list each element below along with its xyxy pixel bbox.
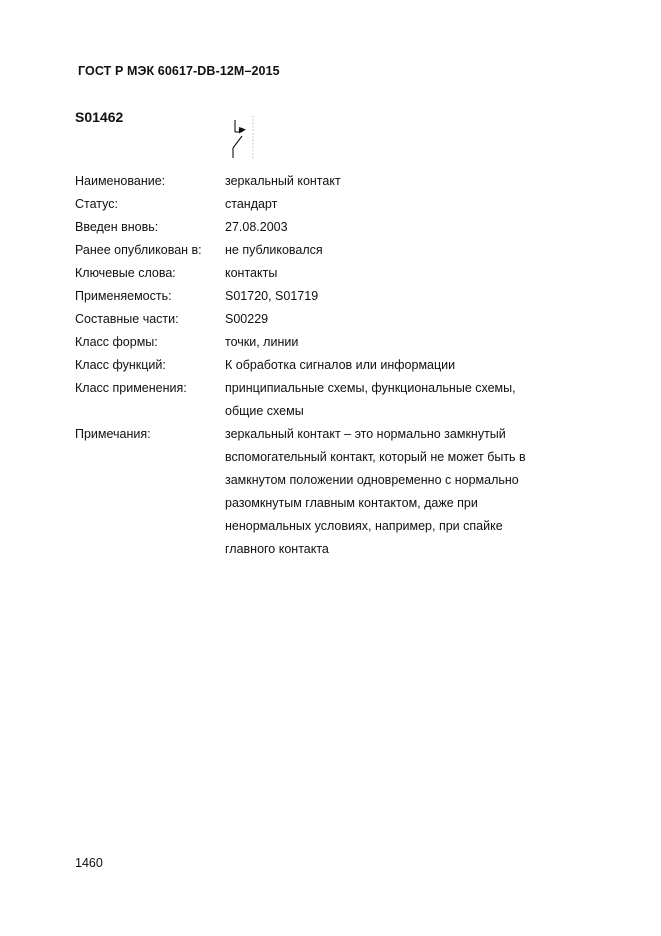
property-value-line: главного контакта <box>225 542 329 556</box>
property-row <box>75 239 575 262</box>
property-row <box>75 170 575 193</box>
property-row <box>75 262 575 285</box>
property-label: Введен вновь: <box>75 220 159 234</box>
page-number: 1460 <box>75 856 103 870</box>
property-label: Ранее опубликован в: <box>75 243 202 257</box>
property-value <box>225 193 575 216</box>
property-label: Ключевые слова: <box>75 266 176 280</box>
mirror-contact-symbol-icon <box>229 114 261 160</box>
property-label: Класс формы: <box>75 335 158 349</box>
property-row <box>75 216 575 239</box>
property-row <box>75 331 575 354</box>
property-value <box>225 423 575 561</box>
property-value <box>225 354 575 377</box>
properties-table <box>75 170 575 561</box>
document-header: ГОСТ Р МЭК 60617-DB-12M–2015 <box>78 64 280 78</box>
property-value <box>225 239 575 262</box>
property-row <box>75 285 575 308</box>
property-value-line: контакты <box>225 266 278 280</box>
property-row <box>75 423 575 561</box>
property-label: Примечания: <box>75 427 151 441</box>
property-row <box>75 193 575 216</box>
property-row <box>75 377 575 423</box>
property-value-line: S00229 <box>225 312 269 326</box>
property-row <box>75 308 575 331</box>
property-value-line: ненормальных условиях, например, при спайке <box>225 519 503 533</box>
property-value-line: зеркальный контакт – это нормально замкнутый <box>225 427 506 441</box>
property-value-line: вспомогательный контакт, который не может быть в <box>225 450 526 464</box>
property-value <box>225 377 575 423</box>
property-label: Наименование: <box>75 174 166 188</box>
property-label: Статус: <box>75 197 118 211</box>
property-value <box>225 308 575 331</box>
property-value-line: замкнутом положении одновременно с нормально <box>225 473 519 487</box>
property-value-line: точки, линии <box>225 335 299 349</box>
symbol-code: S01462 <box>75 109 124 125</box>
property-value <box>225 170 575 193</box>
property-label: Класс применения: <box>75 381 187 395</box>
property-value-line: стандарт <box>225 197 278 211</box>
property-value-line: 27.08.2003 <box>225 220 288 234</box>
property-value <box>225 331 575 354</box>
property-label: Класс функций: <box>75 358 166 372</box>
property-value <box>225 262 575 285</box>
property-value-line: зеркальный контакт <box>225 174 341 188</box>
property-row <box>75 354 575 377</box>
property-value-line: S01720, S01719 <box>225 289 319 303</box>
property-value-line: принципиальные схемы, функциональные схемы, <box>225 381 516 395</box>
property-value-line: К обработка сигналов или информации <box>225 358 456 372</box>
property-value-line: разомкнутым главным контактом, даже при <box>225 496 478 510</box>
property-value <box>225 216 575 239</box>
property-value-line: не публиковался <box>225 243 323 257</box>
property-label: Применяемость: <box>75 289 172 303</box>
property-value <box>225 285 575 308</box>
property-value-line: общие схемы <box>225 404 304 418</box>
property-label: Составные части: <box>75 312 179 326</box>
